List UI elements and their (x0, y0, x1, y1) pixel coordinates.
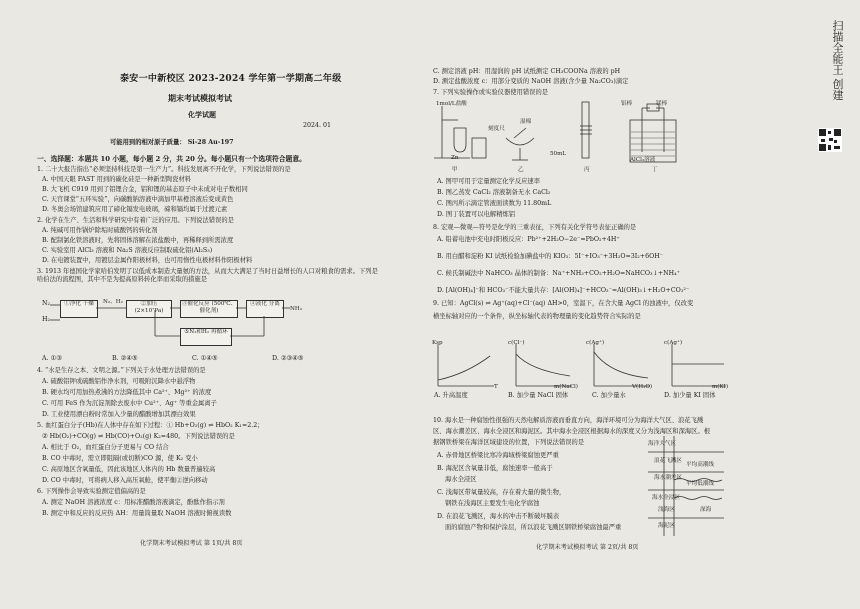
exam-title: 期末考试模拟考试 (168, 93, 232, 103)
qr-code-icon (818, 128, 842, 152)
option-line: C. 候氏制碱法中 NaHCO₃ 晶体的制备：Na⁺+NH₃+CO₂+H₂O=NaHCO₃↓+NH₄⁺ (437, 270, 680, 277)
graph-a-caption: A. 升高温度 (434, 392, 468, 399)
option-line: A. 相比于 O₂，血红蛋白分子更易与 CO 结合 (42, 444, 169, 451)
graph-b-caption: B. 加少量 NaCl 固体 (508, 392, 569, 399)
label-bing: 丙 (584, 167, 590, 173)
flow-step-purify: ①净化 干燥 (60, 300, 98, 318)
exam-date: 2024. 01 (303, 122, 332, 129)
label-electrode-1: 铝棒 (621, 101, 633, 107)
graph-b-curve (516, 354, 570, 376)
zone-mud: 海泥区 (658, 523, 675, 529)
option-line: B. 用白醋和淀粉 KI 试纸检验加碘盐中的 KIO₃：5I⁻+IO₃⁻+3H₂O=3I₂+6OH⁻ (437, 253, 664, 260)
graph-d-xlabel: m(KI) (712, 384, 729, 390)
option-line: C. 高原地区含氧量低，因此该地区人体内的 Hb 数量普遍较高 (42, 466, 216, 473)
flow-step-liquefy: ④液化 分离 (246, 300, 284, 318)
option-line: C. 图丙所示滴定管液面读数为 11.80mL (437, 200, 552, 207)
graph-a-xlabel: T (494, 384, 498, 390)
option-line: B. 硬水均可用加热煮沸的方法降低其中 Ca²⁺、Mg²⁺ 的浓度 (42, 389, 212, 396)
label-wet: 湿棉 (520, 119, 532, 125)
question-line: 3. 1913 年德国化学家哈伯发明了以低成本制造大量氨的方法，从而大大满足了当时日益增长的人口对粮食的需求。下列是哈伯法的流程图，其中不是为提高原料转化率而采取的措施是 (37, 268, 378, 283)
zone-splash: 浪花飞溅区 (654, 458, 682, 464)
q9-graphs (430, 340, 730, 392)
option-line: C. 浅海区带氧量较高，存在着大量的微生物， (437, 489, 566, 496)
flow-step-pressurize: ②加压 (2×10⁷Pa) (126, 300, 172, 318)
option-line: 海水全浸区 (445, 476, 477, 483)
flow-step-catalysis: ③催化反应 (500℃、催化剂) (180, 300, 238, 318)
question-line: 区、海水潮差区、海水全浸区和海泥区。其中海水全浸区根据海水的深度又分为浅海区和深海区。根 (433, 428, 711, 435)
flow-step-recycle: ⑤N₂和H₂ 再循环 (180, 328, 232, 346)
label-ding: 丁 (652, 167, 658, 173)
q3-option-c: C. ①④⑤ (192, 355, 218, 362)
zone-tidal: 海水潮差区 (654, 475, 682, 481)
zone-low-tide: 平均低潮线 (686, 481, 714, 487)
label-alcl3: AlCl₃溶液 (630, 157, 656, 163)
option-line: A. 硫酸铝钾或硫酸铝作净水剂，可吸附沉降水中悬浮物 (42, 378, 196, 385)
label-acid: 1mol/L盐酸 (436, 101, 467, 107)
flow-mix-label: N₂、H₂ (103, 299, 123, 305)
question-line: 8. 宏观—微观—符号是化学的三重表征，下列有关化学符号表征正确的是 (433, 224, 637, 231)
option-line: B. 配制氯化铁溶液时，先将固体溶解在浓盐酸中，再稀释到所需浓度 (42, 237, 234, 244)
option-line: A. 铅蓄电池中充电时阳极反应：Pb²⁺+2H₂O−2e⁻=PbO₂+4H⁺ (437, 236, 620, 243)
option-line: B. 大飞机 C919 用到了铝锂合金，铝和锂的基态原子中未成对电子数相同 (42, 186, 248, 193)
option-line: A. 中国天眼 FAST 用到的碳化硅是一种新型陶瓷材料 (42, 176, 192, 183)
option-line: A. 赤骨地区桥梁比寒冷海域桥梁腐蚀更严重 (437, 452, 559, 459)
flow-h2: H₂ (42, 316, 51, 323)
option-line: C. 实验室用 AlCl₃ 溶液和 Na₂S 溶液反应制取硫化铝(Al₂S₃) (42, 247, 213, 254)
option-line: C. 天宫课堂“五环实验”，向碳酸钠溶液中滴加甲基橙溶液后变成黄色 (42, 196, 234, 203)
graph-c-xlabel: V(H₂O) (632, 384, 653, 390)
option-line: A. 纯碱可用作锅炉除垢时硫酸钙的转化剂 (42, 227, 158, 234)
graph-b-ylabel: c(Cl⁻) (508, 340, 525, 346)
exam-header-title: 泰安一中新校区 2023-2024 学年第一学期高二年级 (120, 74, 342, 84)
option-line: C. 可用 FeS 作为沉淀剂除去废水中 Cu²⁺、Ag⁺ 等重金属离子 (42, 400, 217, 407)
graph-a-ylabel: Ksp (432, 340, 443, 346)
question-line: ② Hb(O₂)+CO(g) ⇌ Hb(CO)+O₂(g) K₂=480。下列说法错误的是 (42, 433, 235, 440)
question-line: 横坐标轴对应的一个条件，纵坐标轴代表的物理量的变化趋势符合实际的是 (433, 313, 641, 320)
zone-shallow: 浅海区 (658, 507, 675, 513)
question-line: 据钢铁桥梁在海洋区域建设的位置，下列说法错误的是 (433, 439, 585, 446)
option-line: D. 图丁装置可以电解精炼铝 (437, 211, 516, 218)
option-line: B. CO 中毒时，需立即阻隔(或切断)CO 源，使 K₂ 变小 (42, 455, 198, 462)
label-zn: Zn (451, 155, 459, 161)
option-line: B. 测定中和反应的反应热 ΔH：用量筒量取 NaOH 溶液时俯视读数 (42, 510, 232, 517)
graph-d-ylabel: c(Ag⁺) (664, 340, 683, 346)
subject-title: 化学试题 (188, 110, 216, 119)
right-footer: 化学期末考试模拟考试 第 2页/共 8页 (536, 544, 639, 551)
option-line: D. [Al(OH)₄]⁻和 HCO₃⁻不能大量共存：[Al(OH)₄]⁻+HCO₃⁻=Al(OH)₃↓+H₂O+CO₃²⁻ (437, 287, 690, 294)
question-line: 5. 血红蛋白分子(Hb)在人体中存在如下过程：① Hb+O₂(g) ⇌ HbO₂ K₁=2.2； (37, 422, 264, 429)
flow-arrows (40, 296, 310, 352)
section-heading: 一、选择题：本题共 10 小题，每小题 2 分，共 20 分。每小题只有一个选项符合题意。 (37, 155, 306, 163)
graph-c-curve (594, 352, 648, 378)
option-line: D. CO 中毒时，可将病人移入高压氧舱，使平衡②逆向移动 (42, 477, 208, 484)
graph-a-curve (438, 356, 490, 380)
option-line: C. 测定溶液 pH：用湿润的 pH 试纸测定 CH₃COONa 溶液的 pH (433, 68, 621, 75)
q3-option-b: B. ②④⑤ (112, 355, 138, 362)
option-line: D. 冬奥会场馆建筑应用了碲化镉发电玻璃，碲和镉均属于过渡元素 (42, 206, 228, 213)
graph-c-ylabel: c(Ag⁺) (586, 340, 605, 346)
question-line: 10. 海水是一种腐蚀性很强的天然电解质溶液而垂直方向，海洋环境可分为海洋大气区、浪花飞溅 (433, 417, 704, 424)
zone-deep: 深海 (700, 507, 712, 513)
option-line: B. 图乙蒸发 CaCl₂ 溶液制备无水 CaCl₂ (437, 189, 551, 196)
q3-option-a: A. ①③ (42, 355, 62, 362)
graph-d-caption: D. 加少量 KI 固体 (664, 392, 716, 399)
question-line: 4. “水是生存之本、文明之源。”下列关于水处理方法错误的是 (37, 367, 206, 374)
label-ruler: 刻度尺 (488, 126, 505, 132)
zone-immersion: 海水全浸区 (652, 495, 680, 501)
atomic-masses: 可能用到的相对原子质量： Si-28 Au-197 (110, 139, 234, 146)
option-line: A. 测定 NaOH 溶液浓度 c：用标准醋酸溶液滴定，酚酞作指示剂 (42, 499, 225, 506)
left-footer: 化学期末考试模拟考试 第 1页/共 8页 (140, 540, 243, 547)
question-line: 6. 下列操作会导致实验测定值偏高的是 (37, 488, 146, 495)
graph-c-caption: C. 加少量水 (592, 392, 626, 399)
q3-option-d: D. ②③④⑤ (272, 355, 304, 362)
option-line: A. 图甲可用于定量测定化学反应速率 (437, 178, 541, 185)
option-line: D. 在浪花飞溅区，海水的冲击不断破坏膜表 (437, 513, 560, 520)
scanner-watermark: 扫描全能王 创建 (831, 20, 844, 101)
option-line: 钢铁在浅海区主要发生电化学腐蚀 (445, 500, 540, 507)
option-line: 面的腐蚀产物和保护涂层，所以浪花飞溅区钢铁桥梁腐蚀最严重 (445, 524, 622, 531)
flow-nh3: NH₃ (290, 306, 303, 312)
label-yi: 乙 (518, 167, 524, 173)
question-line: 9. 已知：AgCl(s) ⇌ Ag⁺(aq)+Cl⁻(aq) ΔH>0，室温下，在含大量 AgCl 的浊液中，仅改变 (433, 300, 694, 307)
label-volume: 50mL (550, 151, 567, 157)
option-line: D. 在电镀装置中，用镀层金属作阳极材料，也可用惰性电极材料作阳极材料 (42, 257, 253, 264)
zone-high-tide: 平均高潮线 (686, 462, 714, 468)
zone-atmosphere: 海洋大气区 (648, 441, 676, 447)
question-line: 2. 化学在生产、生活和科学研究中有着广泛的应用。下列说法错误的是 (37, 217, 234, 224)
label-electrode-2: 镁棒 (656, 101, 668, 107)
option-line: B. 海泥区含氧量非低，腐蚀速率一般高于 (437, 465, 553, 472)
graph-b-xlabel: m(NaCl) (554, 384, 578, 390)
label-jia: 甲 (452, 167, 458, 173)
flow-n2: N₂ (42, 300, 51, 307)
option-line: D. 测定盐酸浓度 c：用部分变质的 NaOH 溶液(含少量 Na₂CO₃)滴定 (433, 78, 629, 85)
option-line: D. 工业使用漂白粉时常加入少量的醋酸增加其漂白效果 (42, 411, 196, 418)
question-line: 7. 下列实验操作或实验仪器使用错误的是 (433, 89, 549, 96)
question-line: 1. 二十大报告指出“必须坚持科技是第一生产力”。科技发展离不开化学，下列说法错误的是 (37, 166, 291, 173)
